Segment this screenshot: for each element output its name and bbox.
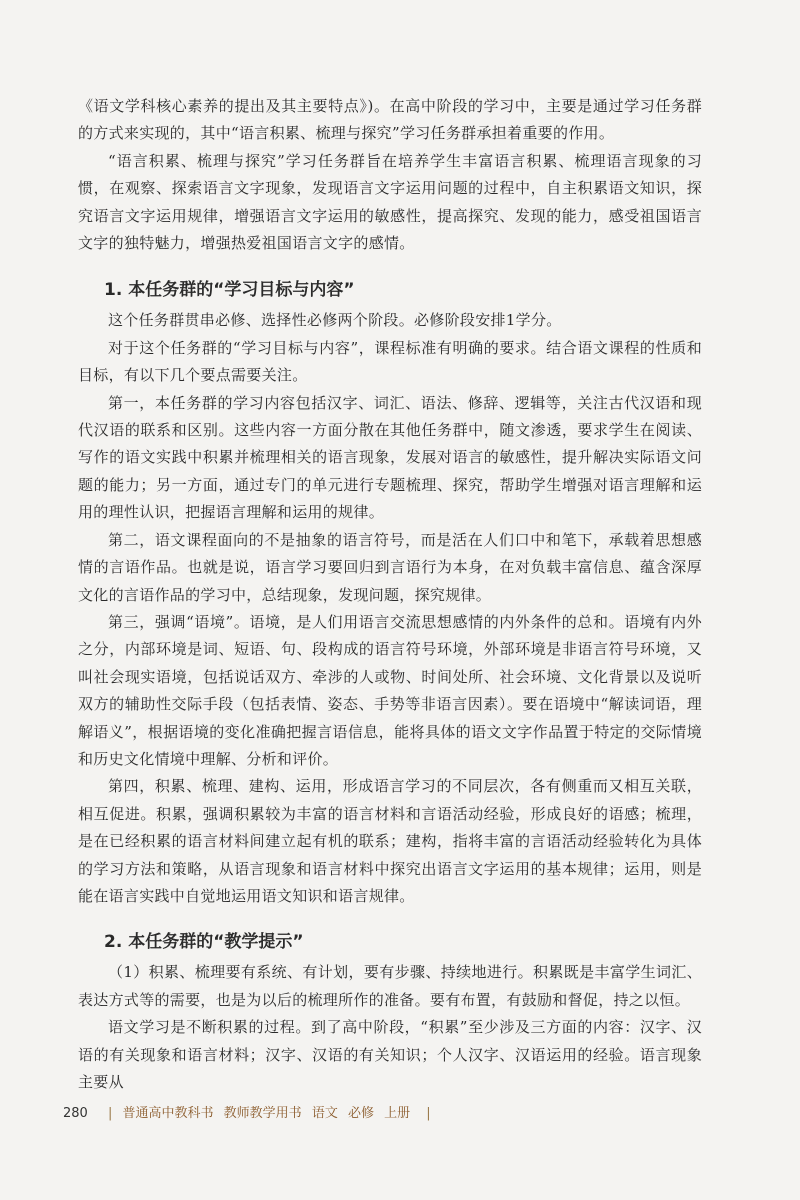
section-heading: 1. 本任务群的“学习目标与内容” <box>104 280 355 301</box>
footer-book: 教师教学用书 <box>223 1106 302 1121</box>
footer-course: 必修 <box>347 1106 374 1121</box>
footer-volume: 上册 <box>384 1106 411 1121</box>
paragraph: 第四，积累、梳理、建构、运用，形成语言学习的不同层次，各有侧重而又相互关联，相互促进。积累，强调积累较为丰富的语言材料和言语活动经验，形成良好的语感；梳理，是在已经积累的语言材料间建立起有机的联系；建构，指将丰富的言语活动经验转化为具体的学习方法和策略，从语言现象和语言材料中探究出语言文字运用的基本规律；运用，则是能在语言实践中自觉地运用语文知识和语言规律。 <box>78 777 702 905</box>
footer-divider: | <box>426 1106 431 1121</box>
paragraph: （1）积累、梳理要有系统、有计划，要有步骤、持续地进行。积累既是丰富学生词汇、表达方式等的需要，也是为以后的梳理所作的准备。要有布置，有鼓励和督促，持之以恒。 <box>78 963 702 1009</box>
paragraph: 第三，强调“语境”。语境，是人们用语言交流思想感情的内外条件的总和。语境有内外之分，内部环境是词、短语、句、段构成的语言符号环境，外部环境是非语言符号环境，又叫社会现实语境，包括说话双方、牵涉的人或物、时间处所、社会环境、文化背景以及说听双方的辅助性交际手段（包括表情、姿态、手势等非语言因素）。要在语境中“解读词语，理解语义”，根据语境的变化准确把握言语信息，能将具体的语文文字作品置于特定的交际情境和历史文化情境中理解、分析和评价。 <box>78 612 702 768</box>
paragraph: “语言积累、梳理与探究”学习任务群旨在培养学生丰富语言积累、梳理语言现象的习惯，在观察、探索语言文字现象，发现语言文字运用问题的过程中，自主积累语文知识，探究语言文字运用规律，增强语言文字运用的敏感性，提高探究、发现的能力，感受祖国语言文字的独特魅力，增强热爱祖国语言文字的感情。 <box>78 151 702 253</box>
paragraph: 对于这个任务群的“学习目标与内容”，课程标准有明确的要求。结合语文课程的性质和目标，有以下几个要点需要关注。 <box>78 338 702 385</box>
page-footer <box>63 1102 437 1121</box>
page-number: 280 <box>63 1106 88 1121</box>
paragraph: 第一，本任务群的学习内容包括汉字、词汇、语法、修辞、逻辑等，关注古代汉语和现代汉语的联系和区别。这些内容一方面分散在其他任务群中，随文渗透，要求学生在阅读、写作的语文实践中积累并梳理相关的语言现象，发展对语言的敏感性，提升解决实际语文问题的能力；另一方面，通过专门的单元进行专题梳理、探究，帮助学生增强对语言理解和运用的理性认识，把握语言理解和运用的规律。 <box>78 393 702 522</box>
paragraph: 语文学习是不断积累的过程。到了高中阶段，“积累”至少涉及三方面的内容：汉字、汉语的有关现象和语言材料；汉字、汉语的有关知识；个人汉字、汉语运用的经验。语言现象主要从 <box>78 1018 702 1091</box>
paragraph: 《语文学科核心素养的提出及其主要特点》)。在高中阶段的学习中，主要是通过学习任务群的方式来实现的，其中“语言积累、梳理与探究”学习任务群承担着重要的作用。 <box>78 97 702 143</box>
footer-series: 普通高中教科书 <box>122 1106 214 1121</box>
paragraph: 第二，语文课程面向的不是抽象的语言符号，而是活在人们口中和笔下，承载着思想感情的言语作品。也就是说，语言学习要回归到言语行为本身，在对负载丰富信息、蕴含深厚文化的言语作品的学习中，总结现象，发现问题，探究规律。 <box>78 530 702 604</box>
footer-subject: 语文 <box>311 1106 338 1121</box>
page-body <box>78 93 702 1096</box>
paragraph: 这个任务群贯串必修、选择性必修两个阶段。必修阶段安排1学分。 <box>108 311 562 330</box>
footer-divider: | <box>107 1106 113 1121</box>
section-heading: 2. 本任务群的“教学提示” <box>104 932 304 953</box>
